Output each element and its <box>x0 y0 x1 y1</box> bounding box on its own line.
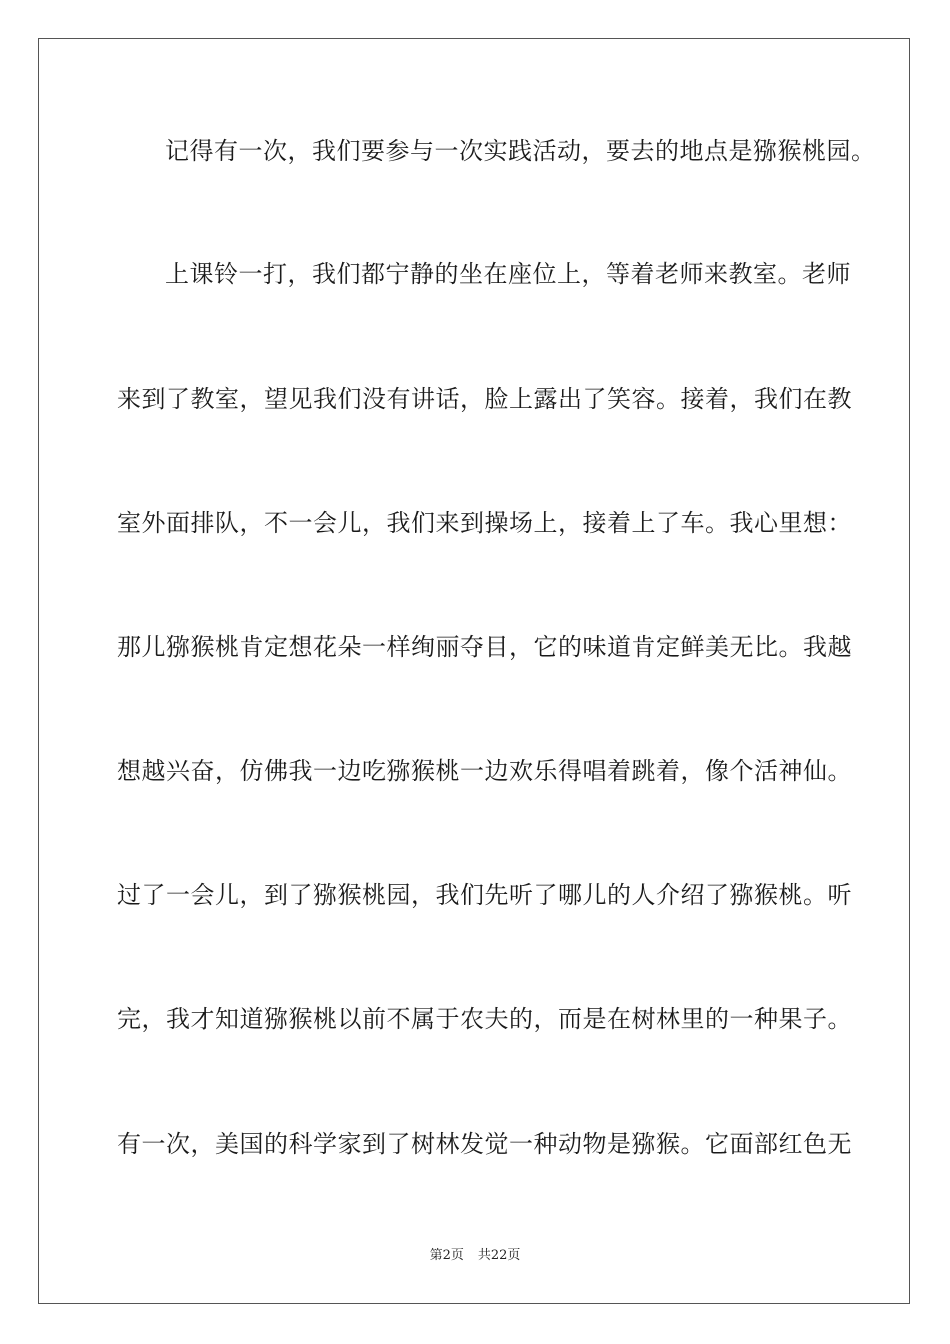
text-line-7: 过了一会儿，到了猕猴桃园，我们先听了哪儿的人介绍了猕猴桃。听 <box>117 881 852 909</box>
page-border <box>38 38 910 1304</box>
text-line-9: 有一次，美国的科学家到了树林发觉一种动物是猕猴。它面部红色无 <box>117 1130 852 1158</box>
text-line-3: 来到了教室，望见我们没有讲话，脸上露出了笑容。接着，我们在教 <box>117 385 852 413</box>
page-footer <box>0 1248 950 1264</box>
text-line-1: 记得有一次，我们要参与一次实践活动，要去的地点是猕猴桃园。 <box>165 137 876 165</box>
page-number: 第2页 <box>429 1248 464 1263</box>
text-line-4: 室外面排队，不一会儿，我们来到操场上，接着上了车。我心里想： <box>117 509 852 537</box>
text-line-2: 上课铃一打，我们都宁静的坐在座位上，等着老师来教室。老师 <box>165 260 851 288</box>
text-line-5: 那儿猕猴桃肯定想花朵一样绚丽夺目，它的味道肯定鲜美无比。我越 <box>117 633 852 661</box>
text-line-8: 完，我才知道猕猴桃以前不属于农夫的，而是在树林里的一种果子。 <box>117 1005 852 1033</box>
text-line-6: 想越兴奋，仿佛我一边吃猕猴桃一边欢乐得唱着跳着，像个活神仙。 <box>117 757 852 785</box>
page-total: 共22页 <box>477 1248 521 1263</box>
